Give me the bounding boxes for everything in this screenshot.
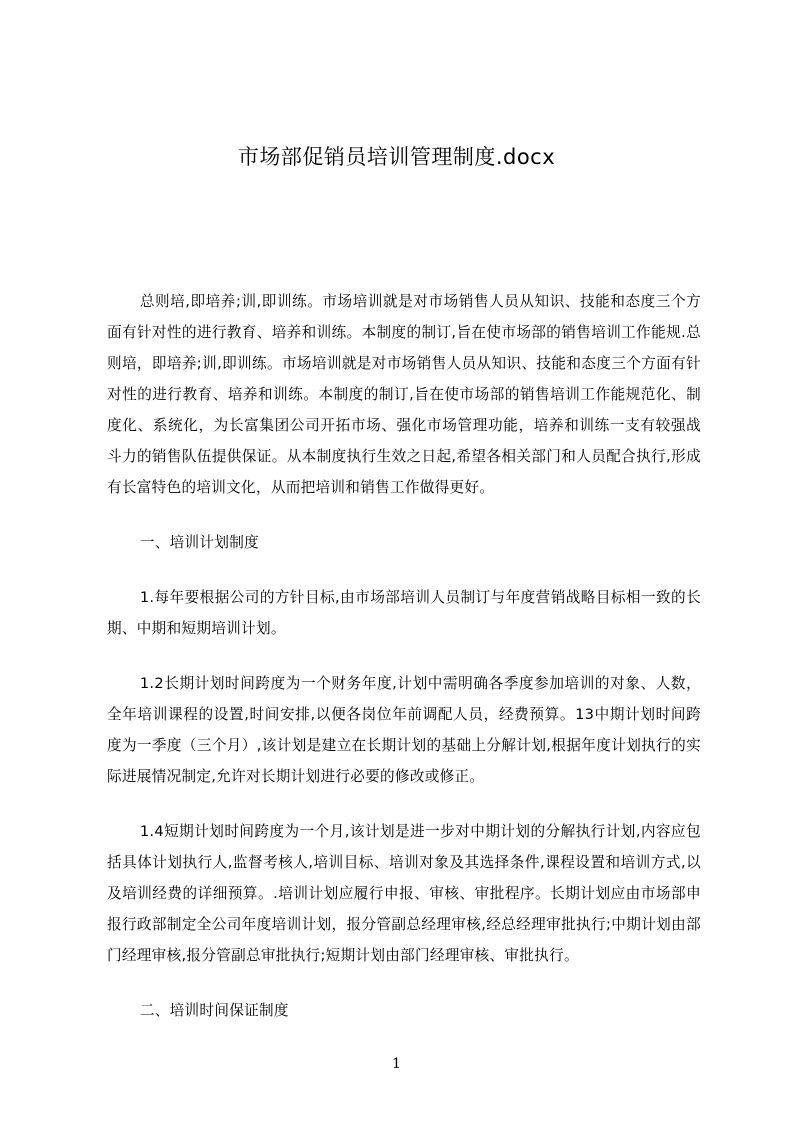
page-number: 1 xyxy=(392,1056,401,1072)
section-heading-training-time: 二、培训时间保证制度 xyxy=(139,1002,289,1019)
document-body xyxy=(107,286,701,1026)
paragraph-1-2: 1.2长期计划时间跨度为一个财务年度,计划中需明确各季度参加培训的对象、人数，全年培训课程的设置,时间安排,以便各岗位年前调配人员，经费预算。13中期计划时间跨度为一季度（三个月）,该计划是建立在长期计划的基础上分解计划,根据年度计划执行的实际进展情况制定,允许对长期计划进行必要的修改或修正。 xyxy=(107,675,701,785)
paragraph-1-4: 1.4短期计划时间跨度为一个月,该计划是进一步对中期计划的分解执行计划,内容应包括具体计划执行人,监督考核人,培训目标、培训对象及其选择条件,课程设置和培训方式,以及培训经费的详细预算。.培训计划应履行申报、审核、审批程序。长期计划应由市场部申报行政部制定全公司年度培训计划，报分管副总经理审核,经总经理审批执行;中期计划由部门经理审核,报分管副总审批执行;短期计划由部门经理审核、审批执行。 xyxy=(107,823,701,964)
paragraph-1: 1.每年要根据公司的方针目标,由市场部培训人员制订与年度营销战略目标相一致的长期、中期和短期培训计划。 xyxy=(107,589,701,637)
section-heading-training-plan: 一、培训计划制度 xyxy=(139,534,259,551)
paragraph-general: 总则培,即培养;训,即训练。市场培训就是对市场销售人员从知识、技能和态度三个方面有针对性的进行教育、培养和训练。本制度的制订,旨在使市场部的销售培训工作能规.总则培，即培养;训,即训练。市场培训就是对市场销售人员从知识、技能和态度三个方面有针对性的进行教育、培养和训练。本制度的制订,旨在使市场部的销售培训工作能规范化、制度化、系统化，为长富集团公司开拓市场、强化市场管理功能，培养和训练一支有较强战斗力的销售队伍提供保证。从本制度执行生效之日起,希望各相关部门和人员配合执行,形成有长富特色的培训文化，从而把培训和销售工作做得更好。 xyxy=(107,293,701,496)
document-title: 市场部促销员培训管理制度.docx xyxy=(237,145,556,169)
